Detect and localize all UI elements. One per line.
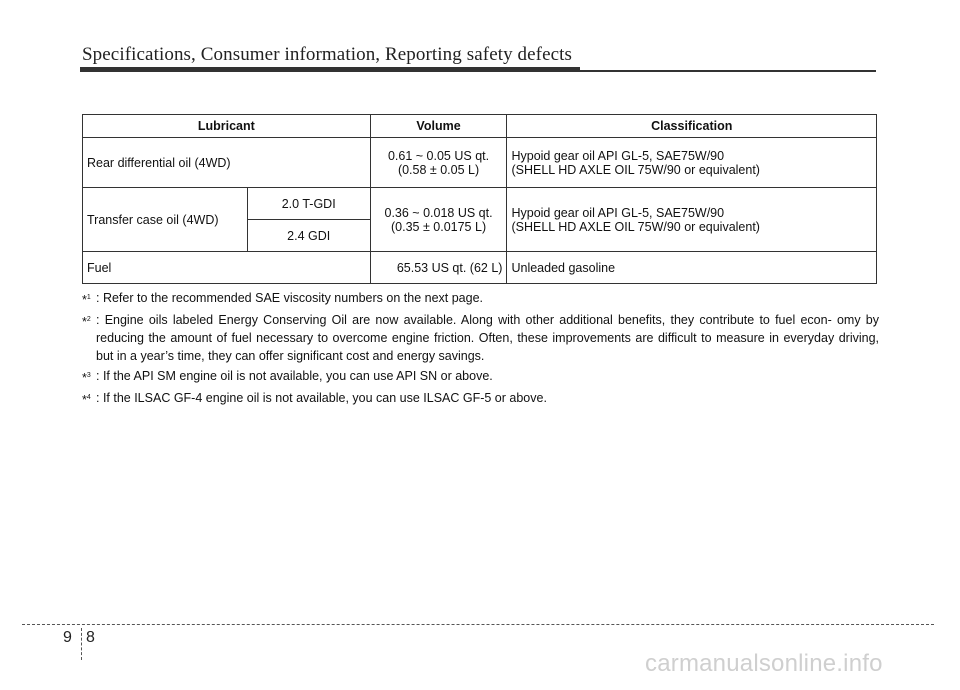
page-number-section: 9 — [63, 629, 72, 646]
header-volume: Volume — [370, 115, 507, 138]
cell-lubricant: Fuel — [83, 252, 371, 284]
volume-line-2: (0.58 ± 0.05 L) — [397, 162, 480, 177]
header-rule-thin — [580, 70, 876, 72]
cell-volume — [370, 188, 507, 252]
footnote — [82, 367, 879, 387]
footer-dashed-divider — [81, 628, 82, 660]
table-row — [83, 252, 877, 284]
footnotes — [82, 289, 879, 411]
volume-line-1: 0.36 ~ 0.018 US qt. — [384, 205, 493, 220]
classification-line-2: (SHELL HD AXLE OIL 75W/90 or equivalent) — [511, 162, 760, 177]
page-title: Specifications, Consumer information, Reporting safety defects — [82, 44, 573, 65]
footnote — [82, 289, 879, 309]
footnote-marker: *$^1$ — [82, 293, 91, 308]
footnote-marker: *$^3$ — [82, 371, 91, 386]
volume-line-1: 0.61 ~ 0.05 US qt. — [387, 148, 490, 163]
cell-volume — [370, 138, 507, 188]
header-lubricant: Lubricant — [83, 115, 371, 138]
cell-engine-b: 2.4 GDI — [247, 220, 370, 252]
footnote-marker: *$^2$ — [82, 315, 91, 330]
cell-engine-a: 2.0 T-GDI — [247, 188, 370, 220]
watermark: carmanualsonline.info — [645, 650, 883, 677]
specifications-table — [82, 114, 877, 284]
page-number: 8 — [86, 629, 95, 646]
footnote-text: : Refer to the recommended SAE viscosity numbers on the next page. — [96, 291, 484, 305]
table-header-row — [83, 115, 877, 138]
table-row — [83, 138, 877, 188]
classification-line-1: Hypoid gear oil API GL-5, SAE75W/90 — [511, 148, 725, 163]
cell-classification — [507, 188, 877, 252]
cell-classification — [507, 138, 877, 188]
classification-line-2: (SHELL HD AXLE OIL 75W/90 or equivalent) — [511, 219, 760, 234]
footnote-text: : If the ILSAC GF-4 engine oil is not available, you can use ILSAC GF-5 or above. — [96, 391, 547, 406]
header-rule-thick — [80, 67, 580, 72]
cell-lubricant: Transfer case oil (4WD) — [83, 188, 248, 252]
footnote-text: : Engine oils labeled Energy Conserving Oil are now available. Along with other additional benefits, they contribute to fuel econ- omy by reducing the amount of fuel necessary to overcome engine friction. Often, these improvements are difficult to measure in everyday driving, but in a year’s time, they can offer significant cost and energy savings. — [96, 313, 879, 364]
footnote — [82, 389, 879, 409]
footer-dashed-rule — [22, 624, 934, 625]
classification-line-1: Hypoid gear oil API GL-5, SAE75W/90 — [511, 205, 725, 220]
volume-line-2: (0.35 ± 0.0175 L) — [390, 219, 487, 234]
header-classification: Classification — [507, 115, 877, 138]
table-row — [83, 188, 877, 220]
footnote-text: : If the API SM engine oil is not available, you can use API SN or above. — [96, 369, 493, 384]
footnote — [82, 311, 879, 365]
cell-lubricant: Rear differential oil (4WD) — [83, 138, 371, 188]
cell-classification: Unleaded gasoline — [507, 252, 877, 284]
cell-volume: 65.53 US qt. (62 L) — [370, 252, 507, 284]
footnote-marker: *$^4$ — [82, 393, 91, 408]
